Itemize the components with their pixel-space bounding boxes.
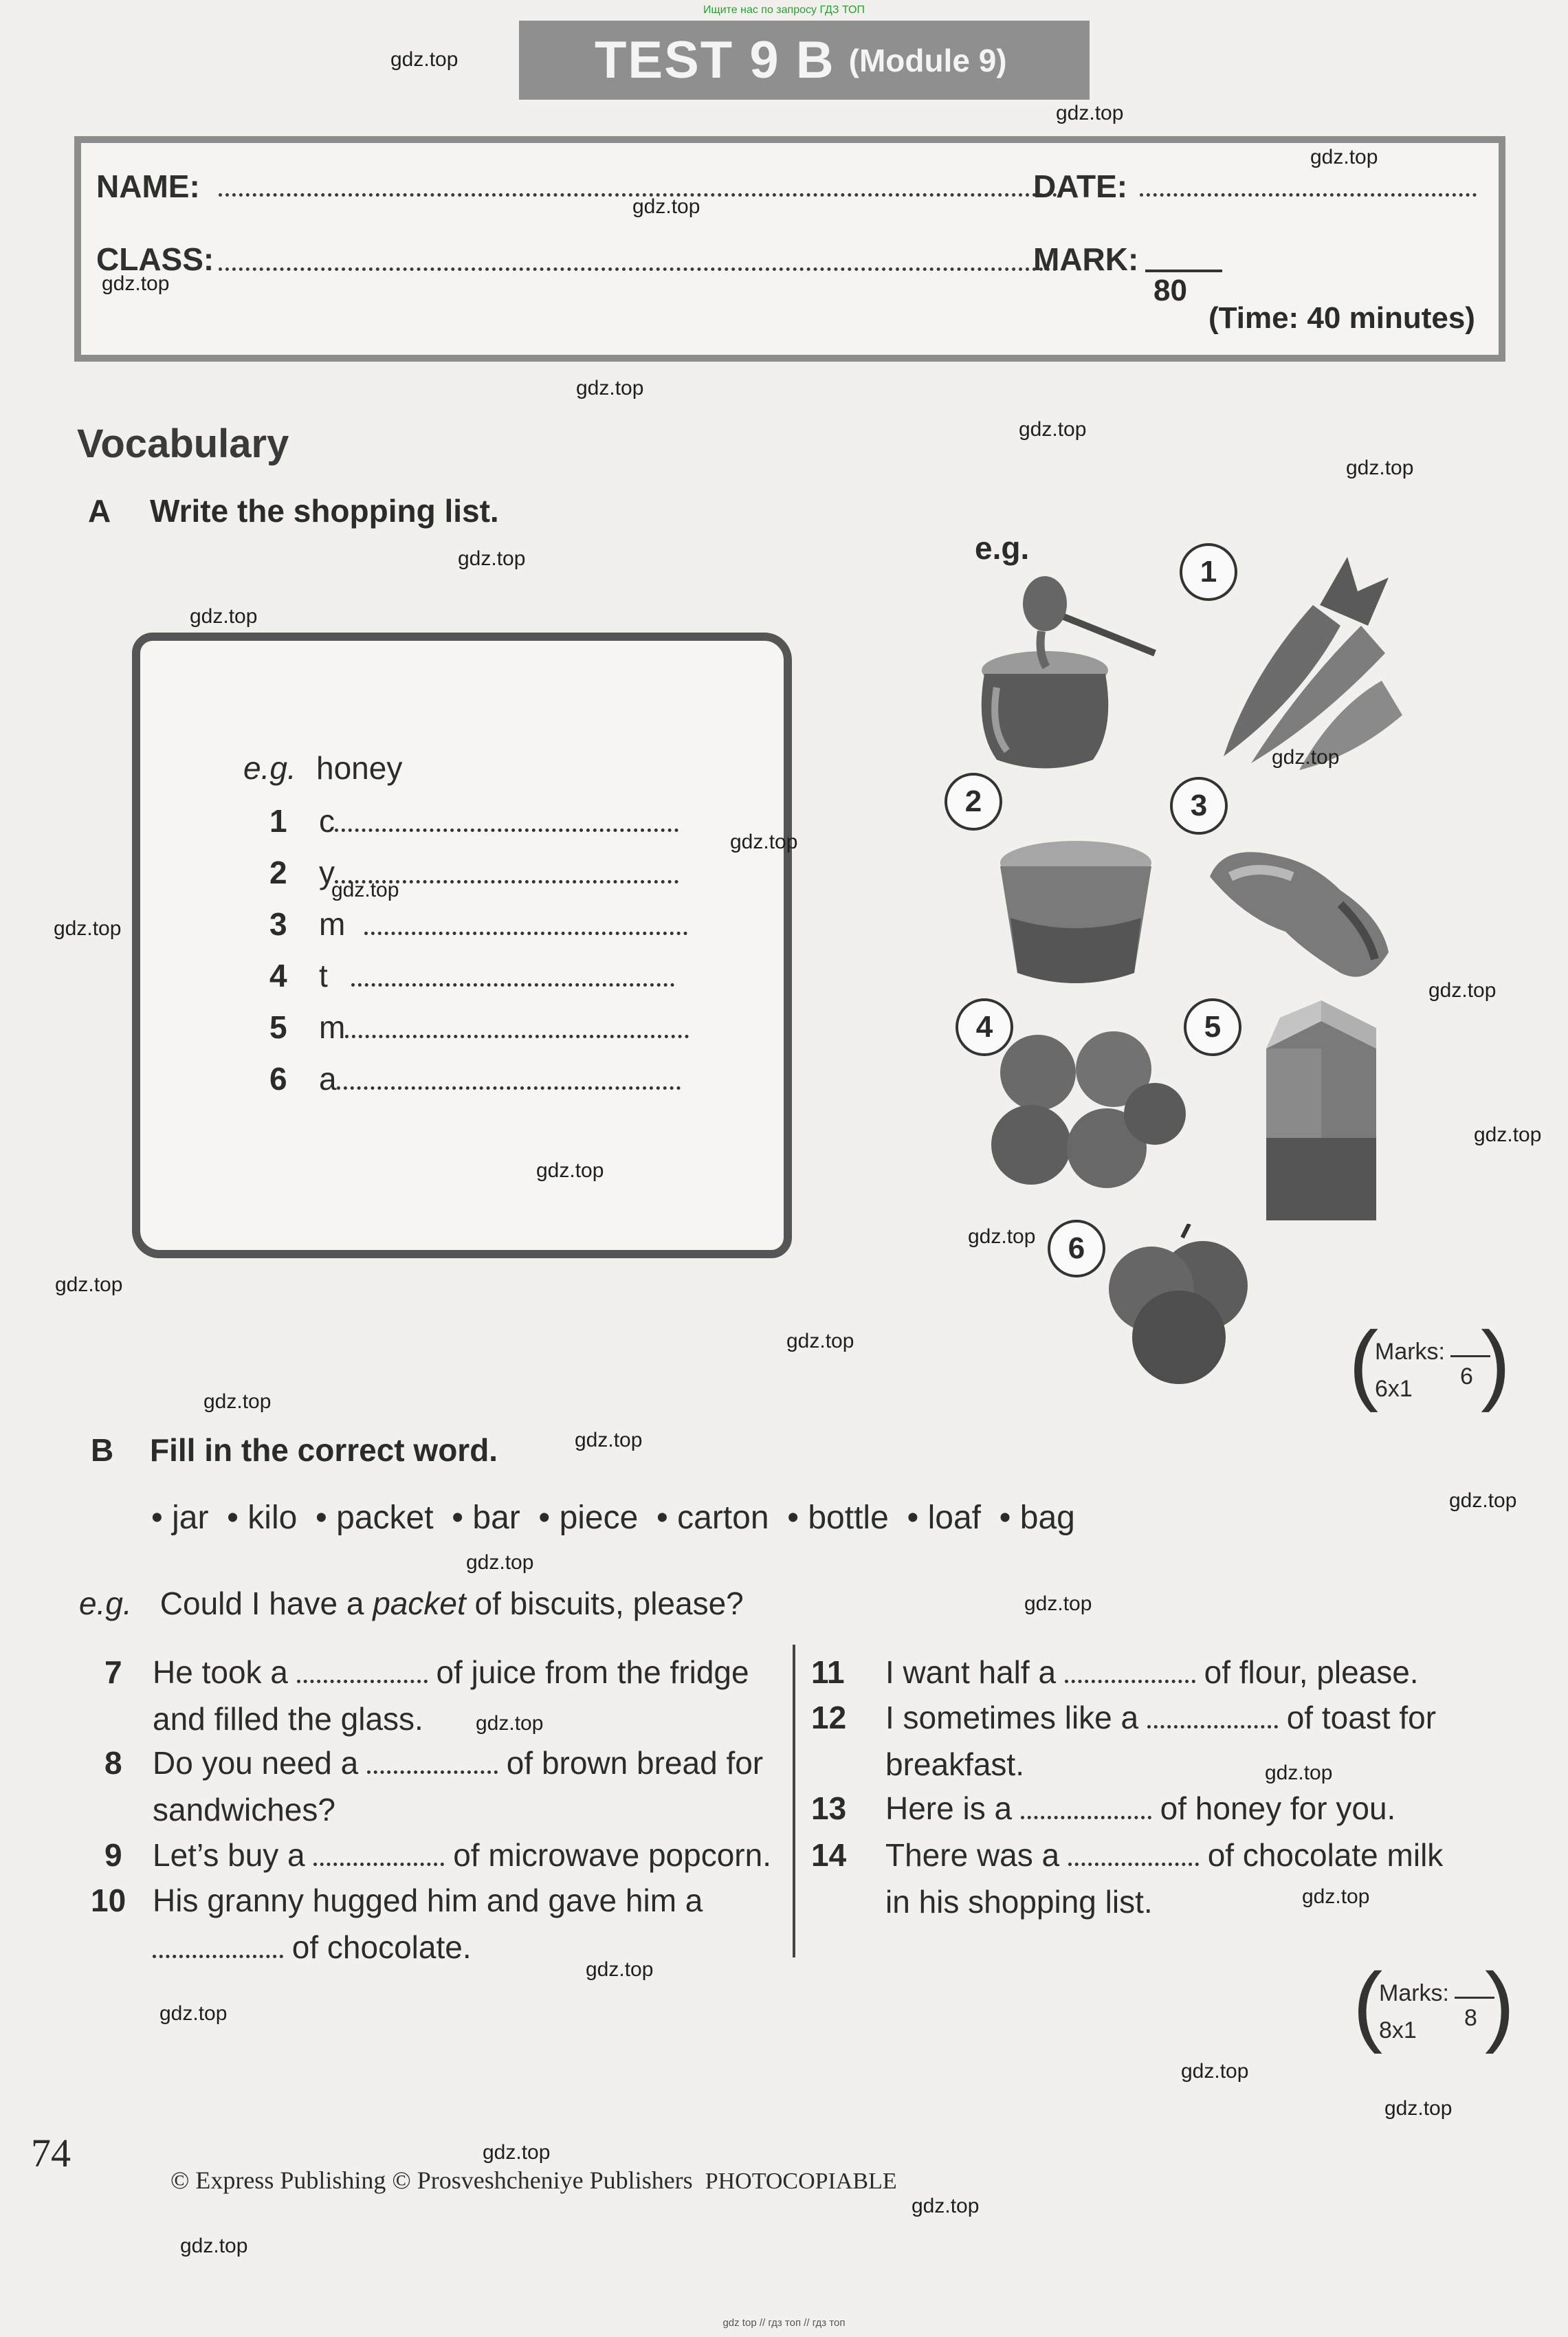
watermark: gdz.top (1474, 1123, 1542, 1146)
sentence-12: 12 I sometimes like a of toast for breakfast. (811, 1700, 1437, 1782)
list-item-start: y (319, 855, 335, 890)
watermark: gdz.top (1056, 102, 1124, 124)
page-number: 74 (31, 2131, 71, 2175)
watermark: gdz.top (1449, 1489, 1517, 1512)
word-bank-item: • bar (452, 1500, 520, 1536)
marks-box-a: ( Marks: 6 6x1 ) (1349, 1313, 1511, 1413)
watermark: gdz.top (1181, 2060, 1249, 2083)
honey-jar-icon (969, 571, 1169, 777)
watermark: gdz.top (968, 1225, 1036, 1248)
list-example-row (243, 749, 402, 787)
apples-icon (1093, 1224, 1265, 1389)
watermark: gdz.top (466, 1551, 534, 1574)
list-item-blank[interactable] (364, 910, 687, 935)
list-item-blank[interactable] (345, 1013, 689, 1038)
shopping-list-box (132, 633, 792, 1258)
watermark: gdz.top (1265, 1762, 1333, 1784)
word-bank-item: • kilo (227, 1500, 298, 1536)
top-note: Ищите нас по запросу ГДЗ ТОП (703, 4, 865, 16)
word-bank-item: • bag (999, 1500, 1075, 1536)
marks-denominator: 6 (1460, 1363, 1473, 1390)
watermark: gdz.top (476, 1712, 544, 1735)
watermark: gdz.top (536, 1159, 604, 1182)
marks-label: Marks: (1379, 1980, 1449, 2006)
list-item-number: 5 (269, 1009, 287, 1045)
watermark: gdz.top (203, 1390, 272, 1413)
list-item-start: m (319, 1009, 346, 1045)
example-label: e.g. (243, 750, 296, 786)
list-item-number: 4 (269, 958, 287, 994)
example-answer: honey (316, 750, 403, 786)
marks-label: Marks: (1375, 1339, 1445, 1365)
carrots-icon (1210, 550, 1409, 770)
module-label: (Module 9) (848, 42, 1007, 78)
list-item-number: 6 (269, 1061, 287, 1097)
marks-denominator: 8 (1464, 2005, 1477, 2031)
watermark: gdz.top (190, 605, 258, 628)
word-bank-item: • bottle (787, 1500, 889, 1536)
list-item-number: 3 (269, 906, 287, 942)
watermark: gdz.top (1024, 1592, 1092, 1615)
column-divider (793, 1645, 795, 1957)
photocopiable-label: PHOTOCOPIABLE (705, 2169, 897, 2194)
student-info-box (74, 136, 1505, 362)
word-bank (151, 1499, 1457, 1537)
mark-label: MARK: (1033, 241, 1139, 277)
marks-multiplier: 6x1 (1375, 1376, 1413, 1402)
list-item (269, 1009, 689, 1046)
watermark: gdz.top (912, 2195, 980, 2217)
time-limit: (Time: 40 minutes) (1208, 301, 1475, 335)
date-field[interactable] (1140, 169, 1477, 197)
watermark: gdz.top (331, 879, 399, 901)
sentence-7: 7 He took a of juice from the fridge and filled the glass. (104, 1654, 749, 1737)
list-item-number: 1 (269, 803, 287, 839)
list-item (269, 802, 678, 840)
watermark: gdz.top (586, 1958, 654, 1981)
watermark: gdz.top (159, 2002, 228, 2025)
list-item-start: a (319, 1061, 337, 1097)
watermark: gdz.top (576, 377, 644, 399)
watermark: gdz.top (1428, 979, 1497, 1002)
answer-blank[interactable] (1065, 1663, 1195, 1683)
picture-label: 6 (1048, 1220, 1105, 1277)
watermark: gdz.top (1019, 418, 1087, 441)
sentence-13: 13 Here is a of honey for you. (811, 1790, 1396, 1826)
mark-total: 80 (1153, 274, 1187, 307)
tomatoes-icon (983, 1031, 1189, 1196)
name-field[interactable] (219, 169, 1057, 197)
date-label: DATE: (1033, 168, 1128, 204)
answer-blank[interactable] (313, 1845, 444, 1866)
copyright: © Express Publishing © Prosveshcheniye Publishers PHOTOCOPIABLE (170, 2166, 897, 2194)
watermark: gdz.top (575, 1429, 643, 1451)
watermark: gdz.top (180, 2235, 248, 2257)
task-a-letter: A (88, 493, 111, 529)
watermark: gdz.top (786, 1330, 854, 1352)
meat-icon (1203, 835, 1402, 994)
list-item (269, 1060, 681, 1097)
sentence-8: 8 Do you need a of brown bread for sandwiches? (104, 1745, 764, 1828)
watermark: gdz.top (55, 1273, 123, 1296)
answer-blank[interactable] (1021, 1799, 1151, 1819)
sentence-11: 11 I want half a of flour, please. (811, 1654, 1419, 1690)
word-bank-item: • jar (151, 1500, 209, 1536)
watermark: gdz.top (730, 831, 798, 853)
name-label: NAME: (96, 168, 200, 204)
milk-carton-icon (1259, 987, 1383, 1224)
sentence-10: 10 His granny hugged him and gave him a of chocolate. (91, 1883, 703, 1965)
list-item (269, 957, 674, 994)
bottom-note: gdz top // гдз топ // гдз топ (722, 2317, 846, 2329)
word-bank-item: • carton (656, 1500, 769, 1536)
answer-blank[interactable] (367, 1753, 498, 1774)
watermark: gdz.top (1310, 146, 1378, 168)
word-bank-item: • piece (538, 1500, 639, 1536)
watermark: gdz.top (632, 195, 700, 218)
sentence-14: 14 There was a of chocolate milk in his shopping list. (811, 1837, 1444, 1920)
task-b-instruction: Fill in the correct word. (150, 1432, 498, 1468)
list-item-blank[interactable] (351, 962, 674, 987)
sentence-9: 9 Let’s buy a of microwave popcorn. (104, 1837, 771, 1873)
task-b-letter: B (91, 1432, 114, 1468)
answer-blank[interactable] (153, 1938, 283, 1958)
word-bank-item: • packet (316, 1500, 434, 1536)
yoghurt-cup-icon (990, 835, 1162, 994)
mark-field[interactable] (1145, 270, 1222, 272)
watermark: gdz.top (483, 2141, 551, 2164)
example-sentence-b: e.g. Could I have a packet of biscuits, please? (79, 1586, 744, 1621)
list-item (269, 906, 687, 943)
picture-label: 4 (956, 998, 1013, 1056)
word-bank-item: • loaf (907, 1500, 981, 1536)
picture-label: 1 (1180, 543, 1237, 601)
marks-box-b: ( Marks: 8 8x1 ) (1353, 1954, 1515, 2054)
watermark: gdz.top (1302, 1885, 1370, 1908)
answer-blank[interactable] (297, 1663, 428, 1683)
list-item-start: c (319, 803, 335, 839)
pictures-example-label: e.g. (975, 530, 1030, 566)
list-item-blank[interactable] (335, 807, 678, 832)
list-item-start: t (319, 958, 328, 994)
class-field[interactable] (219, 243, 1057, 271)
test-title: TEST 9 B (595, 31, 835, 89)
watermark: gdz.top (54, 917, 122, 940)
list-item-blank[interactable] (337, 1065, 681, 1090)
test-title-banner (519, 21, 1090, 100)
picture-label: 3 (1170, 777, 1228, 835)
list-item-number: 2 (269, 855, 287, 890)
watermark: gdz.top (390, 48, 459, 71)
watermark: gdz.top (1384, 2097, 1453, 2120)
answer-blank[interactable] (1147, 1708, 1278, 1729)
picture-label: 5 (1184, 998, 1241, 1056)
task-a-instruction: Write the shopping list. (150, 493, 499, 529)
answer-blank[interactable] (1068, 1845, 1199, 1866)
class-label: CLASS: (96, 241, 214, 277)
picture-label: 2 (945, 773, 1002, 831)
watermark: gdz.top (1272, 746, 1340, 769)
watermark: gdz.top (458, 547, 526, 570)
watermark: gdz.top (1346, 457, 1414, 479)
marks-multiplier: 8x1 (1379, 2017, 1417, 2043)
watermark: gdz.top (102, 272, 170, 295)
section-title-vocabulary: Vocabulary (77, 421, 289, 466)
list-item-start: m (319, 906, 346, 942)
